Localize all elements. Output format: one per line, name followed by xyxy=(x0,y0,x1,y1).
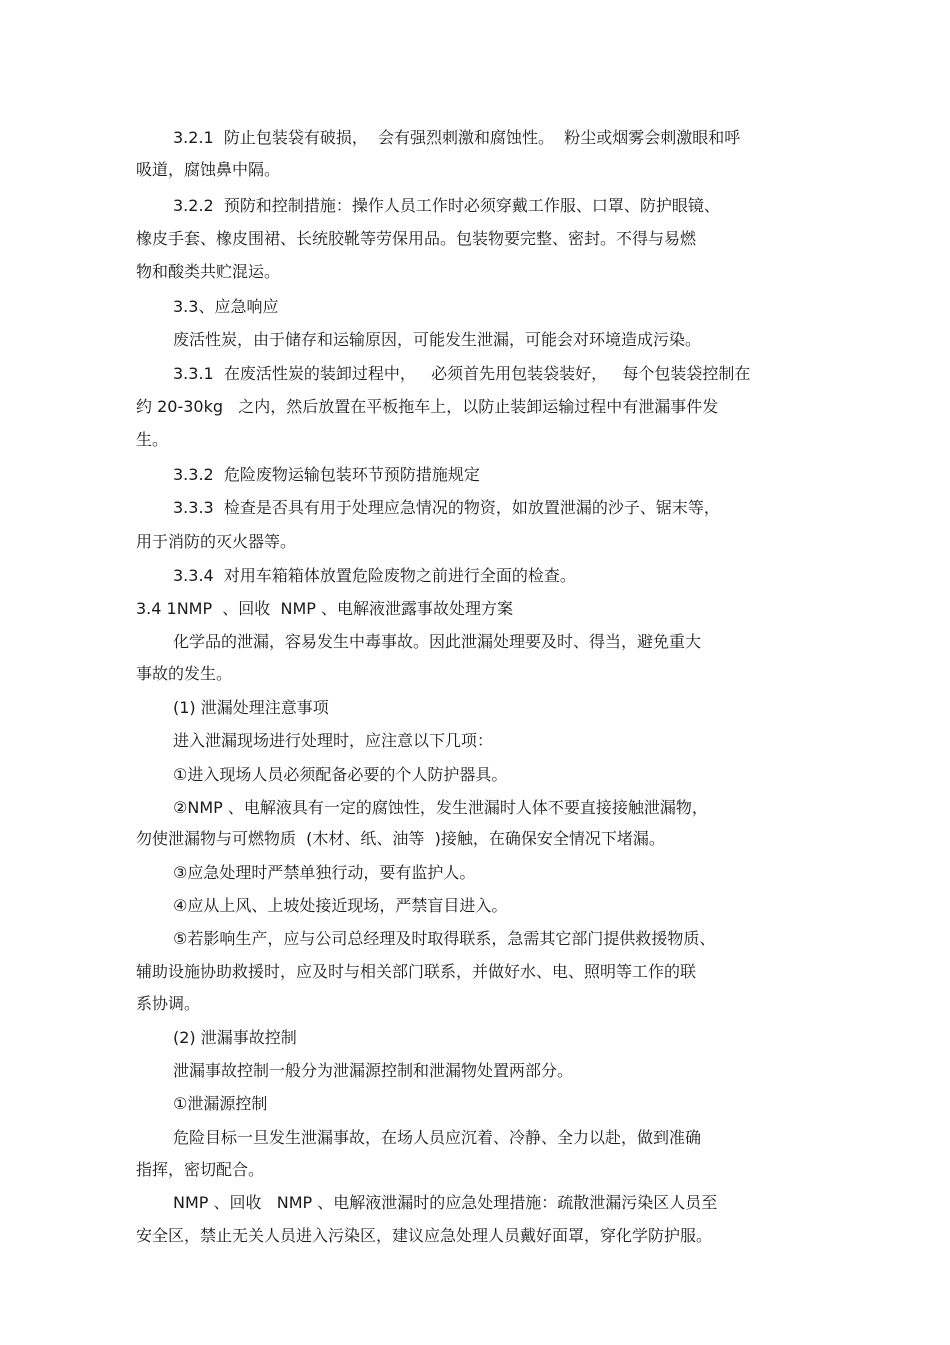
text-line: NMP 、回收 NMP 、电解液泄漏时的应急处理措施：疏散泄漏污染区人员至 xyxy=(173,1193,718,1212)
text-line: 3.3.1 在废活性炭的装卸过程中， 必须首先用包装袋装好， 每个包装袋控制在 xyxy=(173,364,751,383)
list-item: ④应从上风、上坡处接近现场，严禁盲目进入。 xyxy=(173,896,508,915)
text-line: 安全区，禁止无关人员进入污染区，建议应急处理人员戴好面罩，穿化学防护服。 xyxy=(136,1226,713,1245)
text-line: 辅助设施协助救援时，应及时与相关部门联系，并做好水、电、照明等工作的联 xyxy=(136,962,697,981)
text-line: 事故的发生。 xyxy=(136,664,233,683)
text-line: 3.2.2 预防和控制措施：操作人员工作时必须穿戴工作服、口罩、防护眼镜、 xyxy=(173,196,720,215)
subsection-heading: (1) 泄漏处理注意事项 xyxy=(173,698,329,717)
text-line: 危险目标一旦发生泄漏事故，在场人员应沉着、冷静、全力以赴，做到准确 xyxy=(173,1128,702,1147)
text-line: 3.3.2 危险废物运输包装环节预防措施规定 xyxy=(173,465,480,484)
section-heading: 3.3、应急响应 xyxy=(173,297,279,316)
text-line: 泄漏事故控制一般分为泄漏源控制和泄漏物处置两部分。 xyxy=(173,1061,574,1080)
text-line: 废活性炭，由于储存和运输原因，可能发生泄漏，可能会对环境造成污染。 xyxy=(173,330,702,349)
list-item: ⑤若影响生产，应与公司总经理及时取得联系，急需其它部门提供救援物质、 xyxy=(173,929,716,948)
text-line: 3.3.3 检查是否具有用于处理应急情况的物资，如放置泄漏的沙子、锯末等， xyxy=(173,498,720,517)
list-item: ①进入现场人员必须配备必要的个人防护器具。 xyxy=(173,765,508,784)
text-line: 进入泄漏现场进行处理时，应注意以下几项： xyxy=(173,731,494,750)
subsection-heading: (2) 泄漏事故控制 xyxy=(173,1028,297,1047)
text-line: 橡皮手套、橡皮围裙、长统胶靴等劳保用品。包装物要完整、密封。不得与易燃 xyxy=(136,229,697,248)
text-line: 3.3.4 对用车箱箱体放置危险废物之前进行全面的检查。 xyxy=(173,566,576,585)
text-line: 约 20-30kg 之内，然后放置在平板拖车上，以防止装卸运输过程中有泄漏事件发 xyxy=(136,397,719,416)
text-line: 生。 xyxy=(136,430,169,449)
text-line: 物和酸类共贮混运。 xyxy=(136,262,281,281)
list-item: ①泄漏源控制 xyxy=(173,1094,268,1113)
text-line: 3.2.1 防止包装袋有破损， 会有强烈刺激和腐蚀性。 粉尘或烟雾会刺激眼和呼 xyxy=(173,128,741,147)
list-item: ②NMP 、电解液具有一定的腐蚀性，发生泄漏时人体不要直接接触泄漏物， xyxy=(173,798,708,817)
section-heading: 3.4 1NMP 、回收 NMP 、电解液泄露事故处理方案 xyxy=(136,599,513,618)
text-line: 指挥，密切配合。 xyxy=(136,1160,265,1179)
list-item: ③应急处理时严禁单独行动，要有监护人。 xyxy=(173,863,476,882)
text-line: 系协调。 xyxy=(136,994,201,1013)
text-line: 用于消防的灭火器等。 xyxy=(136,532,297,551)
text-line: 勿使泄漏物与可燃物质 (木材、纸、油等 )接触，在确保安全情况下堵漏。 xyxy=(136,829,665,848)
text-line: 吸道，腐蚀鼻中隔。 xyxy=(136,160,281,179)
text-line: 化学品的泄漏，容易发生中毒事故。因此泄漏处理要及时、得当，避免重大 xyxy=(173,632,702,651)
